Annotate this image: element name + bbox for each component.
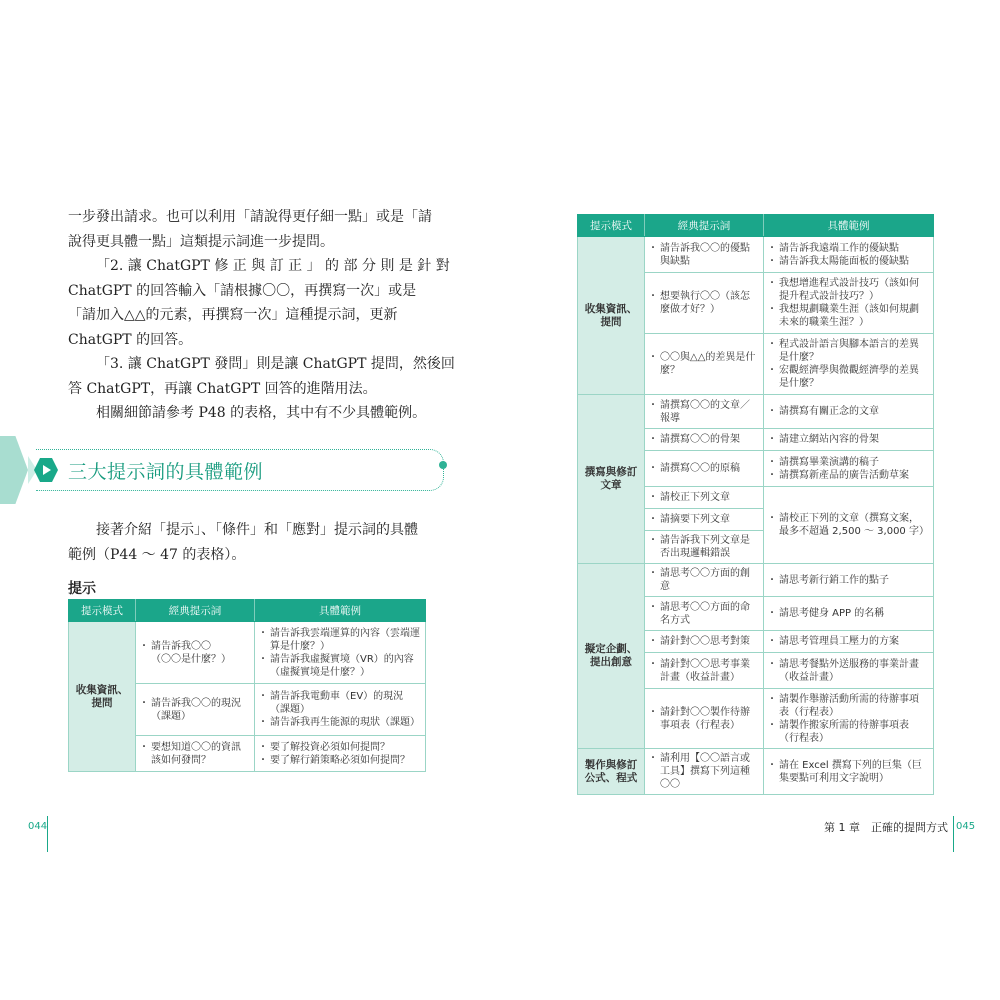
text-line: 相關細節請參考 P48 的表格，其中有不少具體範例。: [96, 405, 427, 421]
text-line: ChatGPT 的回答。: [68, 331, 193, 348]
example-cell: ・ 請告訴我遠端工作的優缺點 ・ 請告訴我太陽能面板的優缺點: [764, 237, 934, 273]
prompt-cell: ・ 請告訴我〇〇的現況 （課題）: [136, 684, 255, 736]
prompt-cell: ・ 請針對〇〇製作待辦事項表（行程表）: [645, 689, 764, 749]
example-cell: ・ 請撰寫畢業演講的稿子 ・ 請撰寫新產品的廣告活動草案: [764, 451, 934, 487]
chapter-running-head: 第 1 章 正確的提問方式: [824, 821, 948, 834]
example-cell: ・ 請撰寫有關正念的文章: [764, 395, 934, 429]
prompt-cell: ・ 〇〇與△△的差異是什麼？: [645, 334, 764, 395]
prompt-cell: ・ 請摘要下列文章: [645, 509, 764, 531]
folio-divider: [953, 816, 954, 852]
table-row: [578, 749, 934, 795]
text-line: 接著介紹「提示」、「條件」和「應對」提示詞的具體: [96, 522, 418, 538]
example-cell: ・ 請製作舉辦活動所需的待辦事項表（行程表） ・ 請製作搬家所需的待辦事項表（行程表）: [764, 689, 934, 749]
table-row: [69, 622, 426, 684]
prompt-cell: ・ 請針對〇〇思考事業計畫（收益計畫）: [645, 653, 764, 689]
page-number-left: 044: [28, 821, 48, 832]
intro-paragraph: [68, 205, 455, 426]
example-cell: ・ 要了解投資必須如何提問？ ・ 要了解行銷策略必須如何提問？: [255, 736, 426, 772]
prompt-cell: ・ 請撰寫〇〇的文章／報導: [645, 395, 764, 429]
prompt-cell: ・ 請思考〇〇方面的命名方式: [645, 597, 764, 631]
prompt-cell: ・ 請告訴我〇〇的優點與缺點: [645, 237, 764, 273]
example-cell: ・ 我想增進程式設計技巧（該如何提升程式設計技巧？） ・ 我想規劃職業生涯（該如何規劃未來的職業生涯？）: [764, 273, 934, 334]
header-examples: 具體範例: [255, 600, 426, 622]
folio-divider: [47, 816, 48, 852]
table-row: [578, 395, 934, 429]
text-line: 答 ChatGPT，再讓 ChatGPT 回答的進階用法。: [68, 380, 377, 397]
prompt-cell: ・ 請思考〇〇方面的創意: [645, 564, 764, 597]
example-cell: ・ 請思考新行銷工作的點子: [764, 564, 934, 597]
page-edge-decoration: [0, 436, 28, 504]
category-cell: 擬定企劃、 提出創意: [578, 564, 645, 749]
section-heading: 三大提示詞的具體範例: [68, 461, 264, 483]
category-cell: 製作與修訂 公式、程式: [578, 749, 645, 795]
text-line: 一步發出請求。也可以利用「請說得更仔細一點」或是「請: [68, 209, 432, 225]
example-cell: ・ 請思考健身 APP 的名稱: [764, 597, 934, 631]
page-number-right: 045: [956, 821, 976, 832]
example-cell: ・ 程式設計語言與腳本語言的差異是什麼？ ・ 宏觀經濟學與微觀經濟學的差異是什麼？: [764, 334, 934, 395]
prompt-cell: ・ 請利用【〇〇語言或工具】撰寫下列這種〇〇: [645, 749, 764, 795]
section-paragraph: [68, 518, 428, 567]
header-mode: 提示模式: [578, 215, 645, 237]
header-examples: 具體範例: [764, 215, 934, 237]
example-cell: ・ 請告訴我電動車（EV）的現況（課題） ・ 請告訴我再生能源的現狀（課題）: [255, 684, 426, 736]
prompt-cell: ・ 請告訴我下列文章是否出現邏輯錯誤: [645, 531, 764, 564]
table-row: [578, 564, 934, 597]
text-line: 「3. 讓 ChatGPT 發問」則是讓 ChatGPT 提問，然後回: [96, 356, 455, 372]
prompt-cell: ・ 請撰寫〇〇的原稿: [645, 451, 764, 487]
example-cell: ・ 請在 Excel 撰寫下列的巨集（巨集要點可利用文字說明）: [764, 749, 934, 795]
table-header-row: [578, 215, 934, 237]
text-line: 說得更具體一點」這類提示詞進一步提問。: [68, 233, 334, 250]
heading-dot-icon: [439, 461, 447, 469]
prompt-cell: ・ 要想知道〇〇的資訊該如何發問？: [136, 736, 255, 772]
prompt-cell: ・ 請校正下列文章: [645, 487, 764, 509]
header-mode: 提示模式: [69, 600, 136, 622]
example-cell: ・ 請告訴我雲端運算的內容（雲端運算是什麼？） ・ 請告訴我虛擬實境（VR）的內容（虛擬實境是什麼？）: [255, 622, 426, 684]
category-cell: 收集資訊、 提問: [69, 622, 136, 772]
prompt-table-left: [68, 599, 426, 772]
table-row: [578, 237, 934, 273]
example-cell: ・ 請思考管理員工壓力的方案: [764, 631, 934, 653]
category-cell: 撰寫與修訂 文章: [578, 395, 645, 564]
example-cell: ・ 請思考餐點外送服務的事業計畫（收益計畫）: [764, 653, 934, 689]
prompt-cell: ・ 請告訴我〇〇 （〇〇是什麼？）: [136, 622, 255, 684]
text-line: 「2. 讓 ChatGPT 修 正 與 訂 正 」 的 部 分 則 是 針 對: [96, 258, 450, 274]
category-cell: 收集資訊、 提問: [578, 237, 645, 395]
prompt-table-right: [577, 214, 934, 795]
example-cell: ・ 請校正下列的文章（撰寫文案，最多不超過 2,500 ～ 3,000 字）: [764, 487, 934, 564]
table-caption: 提示: [68, 581, 96, 597]
text-line: ChatGPT 的回答輸入「請根據〇〇，再撰寫一次」或是: [68, 282, 417, 299]
prompt-cell: ・ 請針對〇〇思考對策: [645, 631, 764, 653]
example-cell: ・ 請建立網站內容的骨架: [764, 429, 934, 451]
table-header-row: [69, 600, 426, 622]
text-line: 範例（P44 ～ 47 的表格）。: [68, 546, 246, 563]
prompt-cell: ・ 請撰寫〇〇的骨架: [645, 429, 764, 451]
header-classic: 經典提示詞: [136, 600, 255, 622]
text-line: 「請加入△△的元素，再撰寫一次」這種提示詞，更新: [68, 307, 398, 323]
header-classic: 經典提示詞: [645, 215, 764, 237]
prompt-cell: ・ 想要執行〇〇（該怎麼做才好？）: [645, 273, 764, 334]
